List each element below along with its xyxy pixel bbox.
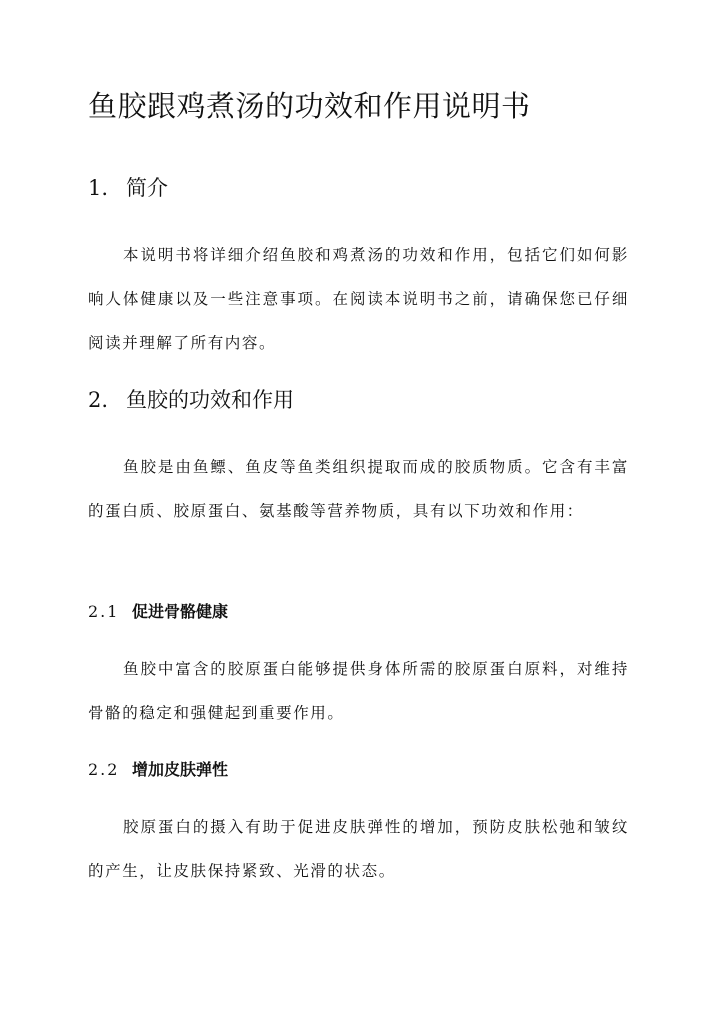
subsection-heading-text: 增加皮肤弹性: [132, 760, 229, 779]
subsection-heading-text: 促进骨骼健康: [132, 602, 229, 621]
section-heading-text: 简介: [126, 176, 168, 200]
subsection-number: 2.1: [88, 602, 120, 621]
fish-maw-paragraph: 鱼胶是由鱼鳔、鱼皮等鱼类组织提取而成的胶质物质。它含有丰富的蛋白质、胶原蛋白、氨基酸等营养物质，具有以下功效和作用：: [88, 458, 629, 520]
section-number: 2.: [88, 388, 109, 412]
subsection-number: 2.2: [88, 760, 120, 779]
document-title: 鱼胶跟鸡煮汤的功效和作用说明书: [88, 89, 531, 123]
section-heading-intro: [88, 173, 168, 203]
intro-paragraph: 本说明书将详细介绍鱼胶和鸡煮汤的功效和作用，包括它们如何影响人体健康以及一些注意事项。在阅读本说明书之前，请确保您已仔细阅读并理解了所有内容。: [88, 246, 629, 352]
bone-health-paragraph: 鱼胶中富含的胶原蛋白能够提供身体所需的胶原蛋白原料，对维持骨骼的稳定和强健起到重要作用。: [88, 660, 629, 722]
section-heading-fish-maw: [88, 385, 294, 415]
subsection-heading-bone-health: [88, 600, 228, 624]
skin-elasticity-paragraph: 胶原蛋白的摄入有助于促进皮肤弹性的增加，预防皮肤松弛和皱纹的产生，让皮肤保持紧致、光滑的状态。: [88, 818, 629, 880]
section-number: 1.: [88, 176, 109, 200]
subsection-heading-skin-elasticity: [88, 758, 228, 782]
section-heading-text: 鱼胶的功效和作用: [126, 388, 294, 412]
